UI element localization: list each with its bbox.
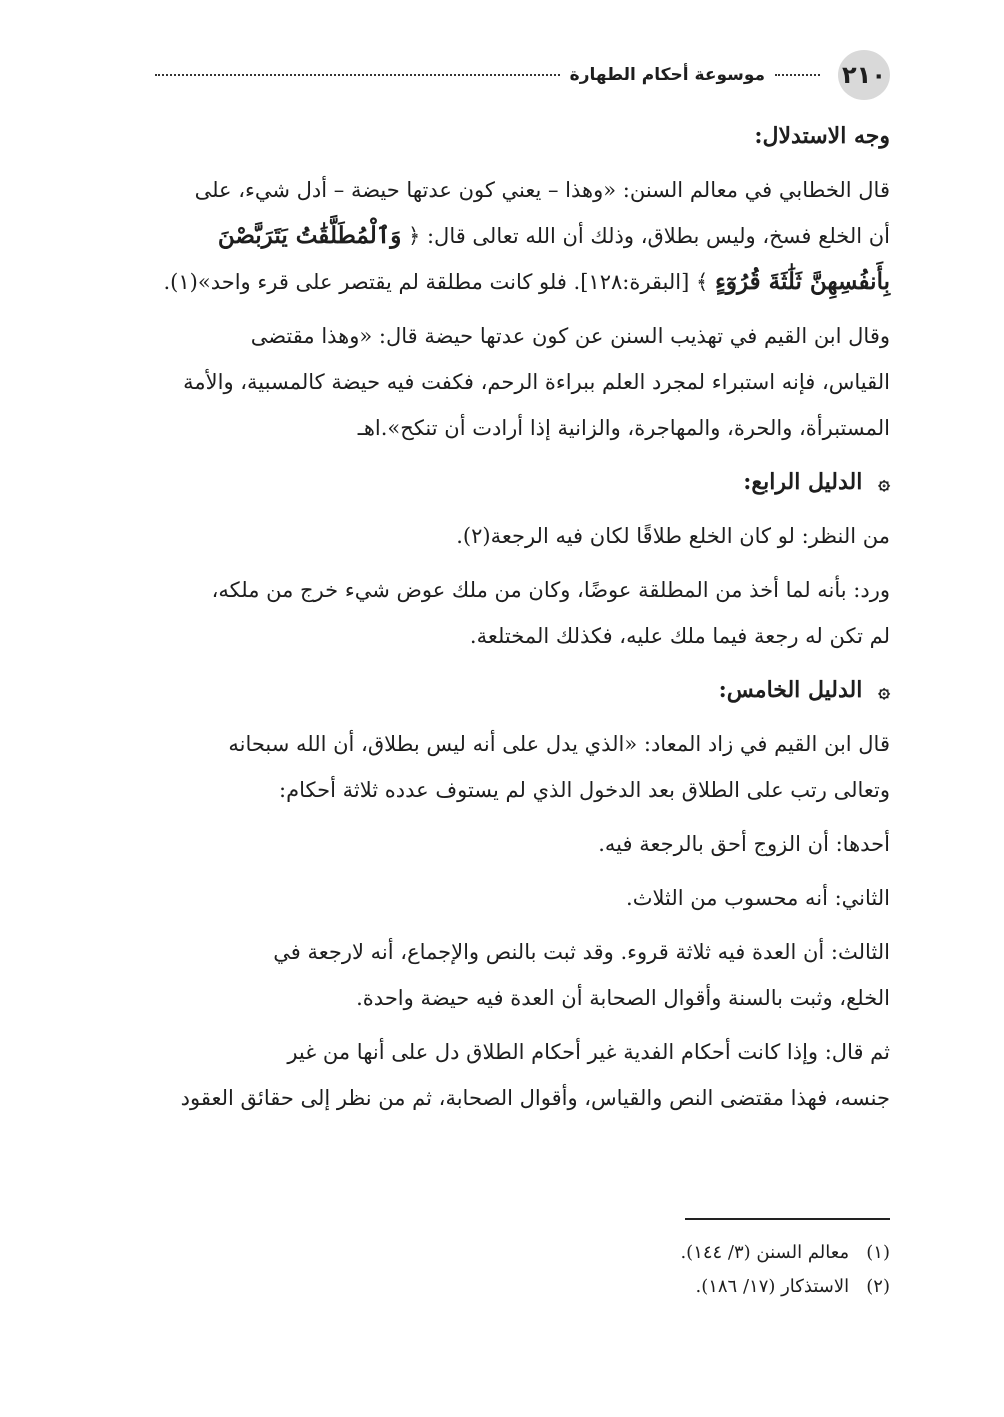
heading-fifth-evidence-text: الدليل الخامس: <box>718 677 863 703</box>
quran-reference: [البقرة:١٢٨]. فلو كانت مطلقة لم يقتصر على قرء واحد»(١). <box>163 270 690 294</box>
paragraph-khattabi <box>145 167 890 305</box>
paragraph-zad-al-maad: قال ابن القيم في زاد المعاد: «الذي يدل على أنه ليس بطلاق، أن الله سبحانه وتعالى رتب على الطلاق بعد الدخول الذي لم يستوف عدده ثلاثة أحكام: <box>228 732 890 802</box>
footnote-2-number: (٢) <box>866 1276 890 1297</box>
heading-wajh-al-istidlal: وجه الاستدلال: <box>754 123 890 149</box>
footnote-separator <box>685 1218 890 1220</box>
footnote-1-number: (١) <box>866 1242 890 1263</box>
paragraph-khattabi-text: قال الخطابي في معالم السنن: «وهذا – يعني كون عدتها حيضة – أدل شيء، على أن الخلع فسخ، وليس بطلاق، وذلك أن الله تعالى قال: ﴿ <box>194 178 890 248</box>
paragraph-second-ruling: الثاني: أنه محسوب من الثلاث. <box>626 886 890 910</box>
quran-verse-part-a: وَٱلْمُطَلَّقَٰتُ يَتَرَبَّصْنَ <box>217 222 402 249</box>
section-marker-icon: ۞ <box>878 678 890 702</box>
dotted-leader-left <box>155 74 560 76</box>
page-number-badge <box>838 50 890 100</box>
paragraph-then-he-said: ثم قال: وإذا كانت أحكام الفدية غير أحكام الطلاق دل على أنها من غير جنسه، فهذا مقتضى النص والقياس، وأقوال الصحابة، ثم من نظر إلى حقائق العقود <box>180 1040 890 1110</box>
section-marker-icon: ۞ <box>878 470 890 494</box>
paragraph-nazar: من النظر: لو كان الخلع طلاقًا لكان فيه الرجعة(٢). <box>456 524 890 548</box>
dotted-leader-right <box>775 74 820 76</box>
footnote-2 <box>145 1270 890 1304</box>
main-text <box>145 113 890 1129</box>
paragraph-first-ruling: أحدها: أن الزوج أحق بالرجعة فيه. <box>598 832 890 856</box>
footnote-1 <box>145 1236 890 1270</box>
quran-close-bracket: ﴾ <box>696 270 709 294</box>
heading-fourth-evidence-text: الدليل الرابع: <box>743 469 863 495</box>
heading-fifth-evidence <box>145 667 890 713</box>
footnote-2-text: الاستذكار (١٧/ ١٨٦). <box>695 1276 850 1297</box>
paragraph-ibn-qayyim-tahdhib: وقال ابن القيم في تهذيب السنن عن كون عدتها حيضة قال: «وهذا مقتضى القياس، فإنه استبراء لمجرد العلم ببراءة الرحم، فكفت فيه حيضة كالمسبية، والأمة المستبرأة، والحرة، والمهاجرة، والزانية إذا أرادت أن تنكح».اهـ <box>183 324 890 440</box>
page-number: ٢١٠ <box>842 61 886 89</box>
quran-verse-part-b: بِأَنفُسِهِنَّ ثَلَٰثَةَ قُرُوٓءٍ <box>715 268 890 295</box>
running-title <box>145 62 830 88</box>
heading-fourth-evidence <box>145 459 890 505</box>
paragraph-warad: ورد: بأنه لما أخذ من المطلقة عوضًا، وكان من ملك عوض شيء خرج من ملكه، لم تكن له رجعة فيما ملك عليه، فكذلك المختلعة. <box>211 578 890 648</box>
footnotes <box>145 1218 890 1304</box>
page-header <box>145 50 890 100</box>
footnote-1-text: معالم السنن (٣/ ١٤٤). <box>680 1242 850 1263</box>
running-title-text: موسوعة أحكام الطهارة <box>569 65 765 85</box>
paragraph-third-ruling: الثالث: أن العدة فيه ثلاثة قروء. وقد ثبت بالنص والإجماع، أنه لارجعة في الخلع، وثبت بالسنة وأقوال الصحابة أن العدة فيه حيضة واحدة. <box>273 940 890 1010</box>
